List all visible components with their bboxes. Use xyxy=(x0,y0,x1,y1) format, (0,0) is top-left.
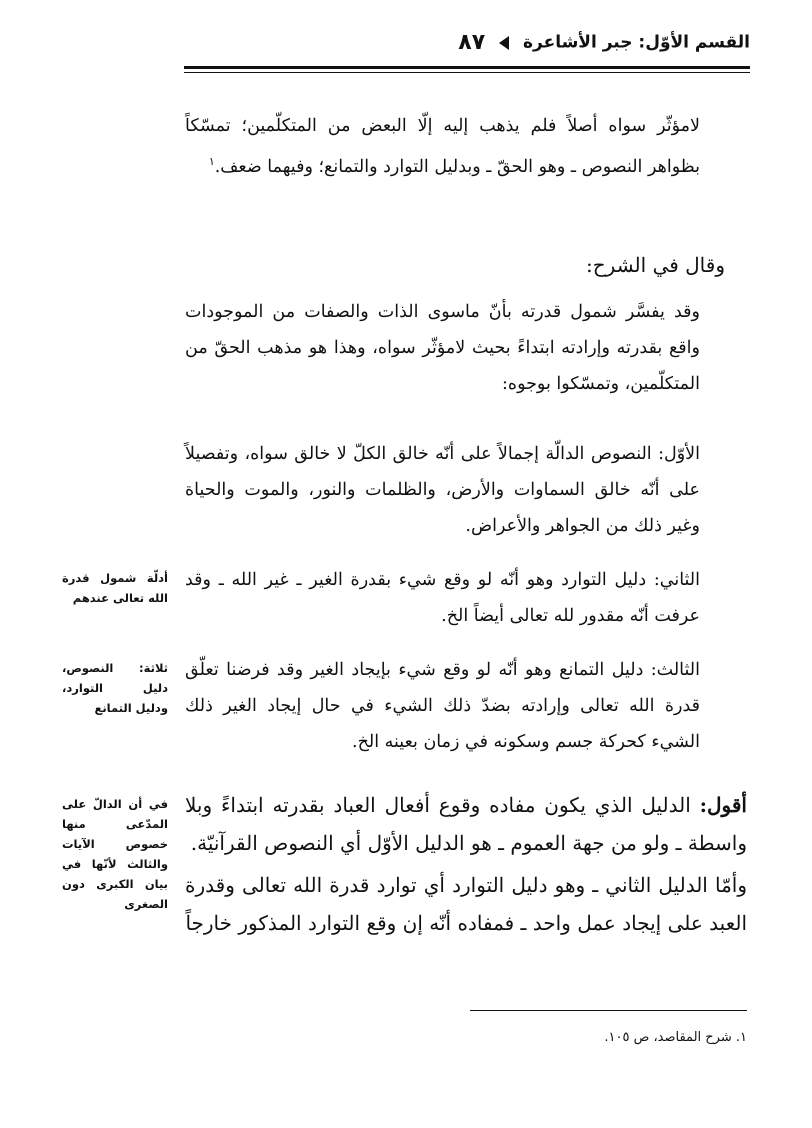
section-title: القسم الأوّل: جبر الأشاعرة xyxy=(522,32,750,53)
commentary-intro: وقال في الشرح: xyxy=(586,253,725,277)
margin-note-3: في أن الدالّ على المدّعى منها خصوص الآيات والثالث لأنّها في بيان الكبرى دون الصغرى xyxy=(62,797,168,911)
running-header xyxy=(430,30,750,64)
quoted-paragraph-1 xyxy=(185,108,700,185)
quoted-paragraph-1-text: لامؤثّر سواه أصلاً فلم يذهب إليه إلّا البعض من المتكلّمين؛ تمسّكاً بظواهر النصوص ـ وهو الحقّ ـ وبدليل التوارد والتمانع؛ وفيهما ضعف. xyxy=(185,116,700,177)
page-number: ٨٧ xyxy=(458,30,486,55)
argument-second: الثاني: دليل التوارد وهو أنّه لو وقع شيء بقدرة الغير ـ غير الله ـ وقد عرفت أنّه مقدور لله تعالى أيضاً الخ. xyxy=(185,570,700,626)
argument-third: الثالث: دليل التمانع وهو أنّه لو وقع شيء بإيجاد الغير وقد فرضنا تعلّق قدرة الله تعالى وإرادته بضدّ ذلك الشيء في حال إيجاد الغير ذلك الشيء كحركة جسم وسكونه في زمان بعينه الخ. xyxy=(185,660,700,752)
margin-note-1: أدلّة شمول قدرة الله تعالى عندهم xyxy=(62,571,168,605)
author-comment-paragraph-2: وأمّا الدليل الثاني ـ وهو دليل التوارد أي توارد قدرة الله تعالى وقدرة العبد على إيجاد عمل واحد ـ فمفاده أنّه إن وقع التوارد المذكور خارجاً xyxy=(185,873,747,935)
argument-first: الأوّل: النصوص الدالّة إجمالاً على أنّه خالق الكلّ لا خالق سواه، وتفصيلاً على أنّه خالق السماوات والأرض، والظلمات والنور، والموت والحياة وغير ذلك من الجواهر والأعراض. xyxy=(185,444,700,536)
author-comment-text: الدليل الذي يكون مفاده وقوع أفعال العباد بقدرته ابتداءً وبلا واسطة ـ ولو من جهة العموم ـ هو الدليل الأوّل أي النصوص القرآنيّة. xyxy=(185,793,747,855)
footnote-separator xyxy=(470,1010,747,1011)
margin-note-2: ثلاثة: النصوص، دليل التوارد، ودليل التمانع xyxy=(62,661,168,715)
author-comment-paragraph xyxy=(185,786,747,862)
quoted-paragraph-2: وقد يفسَّر شمول قدرته بأنّ ماسوى الذات والصفات من الموجودات واقع بقدرته وإرادته ابتداءً بحيث لامؤثّر سواه، وهذا هو مذهب الحقّ من المتكلّمين، وتمسّكوا بوجوه: xyxy=(185,302,700,394)
author-comment-lead: أقول: xyxy=(699,793,747,817)
header-rule-thick xyxy=(184,66,750,69)
footnote: ١. شرح المقاصد، ص ١٠٥. xyxy=(604,1030,747,1045)
triangle-marker-icon xyxy=(499,36,509,50)
header-rule-thin xyxy=(184,72,750,73)
footnote-reference: ١ xyxy=(208,155,215,168)
